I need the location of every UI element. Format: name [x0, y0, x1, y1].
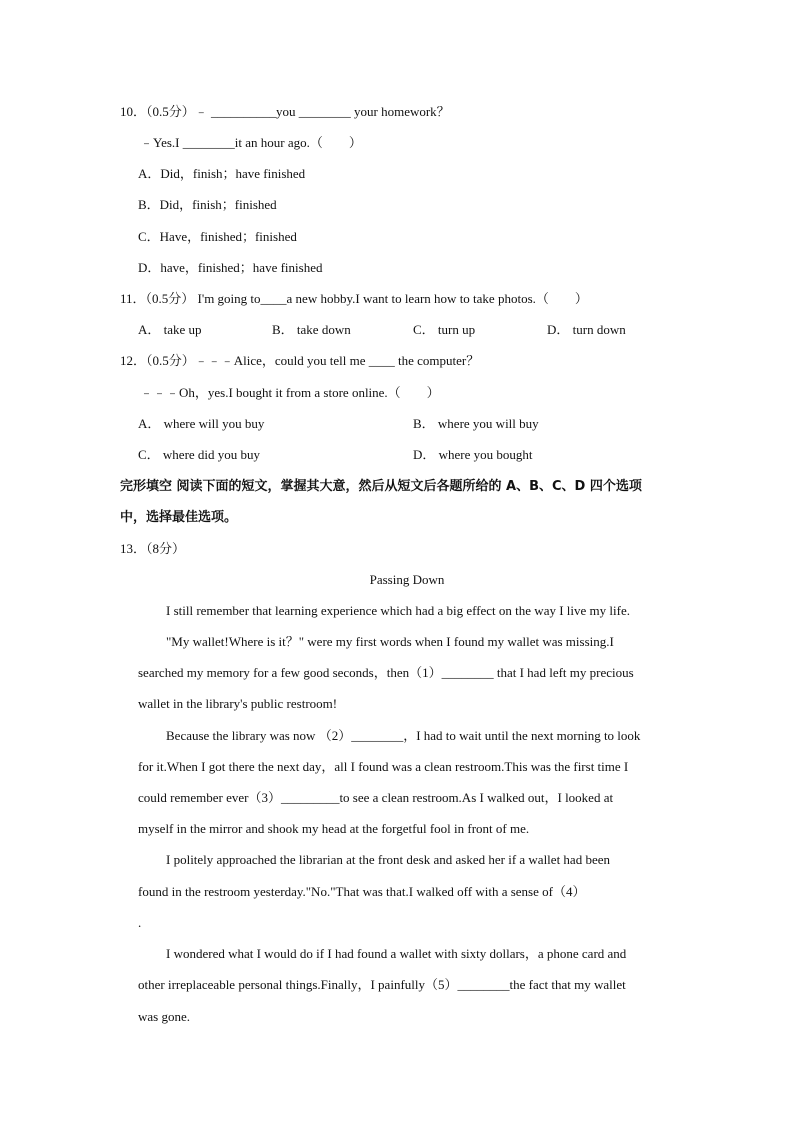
q12-stem: 12．（0.5分）﹣﹣﹣Alice，could you tell me ____ the computer？ — [120, 353, 480, 368]
passage-line-3: searched my memory for a few good seconds，then（1）________ that I had left my precious — [138, 665, 634, 680]
q12-option-d: D． where you bought — [413, 447, 533, 462]
q12-option-a: A． where will you buy — [138, 416, 265, 431]
q12-option-c: C． where did you buy — [138, 447, 261, 462]
passage-line-14: was gone. — [138, 1009, 190, 1024]
q10-option-b: B．Did，finish；finished — [138, 197, 277, 212]
q10-reply: ﹣Yes.I ________it an hour ago.（ ） — [140, 135, 362, 150]
q11-option-d: D． turn down — [547, 322, 626, 337]
passage-line-2: "My wallet!Where is it？" were my first words when I found my wallet was missing.I — [166, 634, 614, 649]
passage-line-1: I still remember that learning experience which had a big effect on the way I live my life. — [166, 603, 630, 618]
passage-line-11: . — [138, 915, 142, 930]
passage-line-4: wallet in the library's public restroom! — [138, 696, 338, 711]
passage-line-8: myself in the mirror and shook my head at the forgetful fool in front of me. — [138, 821, 530, 836]
q11-option-b: B． take down — [272, 322, 351, 337]
passage-line-5: Because the library was now （2）________，I had to wait until the next morning to look — [166, 728, 641, 743]
passage-line-13: other irreplaceable personal things.Finally，I painfully（5）________the fact that my wallet — [138, 977, 626, 992]
q11-option-c: C． turn up — [413, 322, 476, 337]
q13-stem: 13．（8分） — [120, 541, 186, 556]
passage-line-12: I wondered what I would do if I had found a wallet with sixty dollars，a phone card and — [166, 946, 627, 961]
passage-title: Passing Down — [369, 572, 445, 587]
q12-option-b: B． where you will buy — [413, 416, 539, 431]
q12-reply: ﹣﹣﹣Oh，yes.I bought it from a store online.（ ） — [140, 385, 440, 400]
q10-option-c: C．Have，finished；finished — [138, 229, 297, 244]
q10-option-a: A．Did，finish；have finished — [138, 166, 306, 181]
passage-line-7: could remember ever（3）_________to see a clean restroom.As I walked out，I looked at — [138, 790, 614, 805]
q10-stem: 10．（0.5分）﹣ __________you ________ your homework？ — [120, 104, 450, 119]
q10-option-d: D．have，finished；have finished — [138, 260, 323, 275]
section-instruction-line-1: 完形填空 阅读下面的短文，掌握其大意，然后从短文后各题所给的 A、B、C、D 四个选项 — [120, 479, 642, 494]
passage-line-10: found in the restroom yesterday."No."That was that.I walked off with a sense of（4） — [138, 884, 586, 899]
q11-option-a: A． take up — [138, 322, 202, 337]
q11-stem: 11．（0.5分） I'm going to____a new hobby.I want to learn how to take photos.（ ） — [120, 291, 588, 306]
passage-line-9: I politely approached the librarian at the front desk and asked her if a wallet had been — [166, 852, 610, 867]
section-instruction-line-2: 中，选择最佳选项。 — [120, 510, 238, 525]
passage-line-6: for it.When I got there the next day，all I found was a clean restroom.This was the first time I — [138, 759, 629, 774]
